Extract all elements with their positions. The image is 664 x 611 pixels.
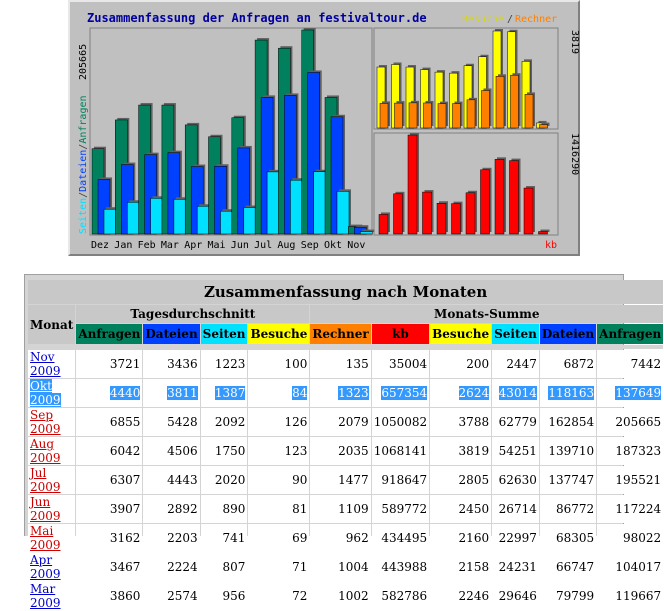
y-label-anfragen: Anfragen xyxy=(78,95,89,144)
value-cell: 3721 xyxy=(76,350,142,378)
value-cell: 2079 xyxy=(310,408,370,436)
month-cell xyxy=(28,408,75,436)
value-cell: 6307 xyxy=(76,466,142,494)
value-cell: 86772 xyxy=(540,495,596,523)
value-cell: 1050082 xyxy=(372,408,429,436)
kb-bar-apr xyxy=(437,203,446,234)
value-cell: 2158 xyxy=(430,553,491,581)
visits-bar-rechner-jun xyxy=(467,100,475,128)
header-summe-seiten: Seiten xyxy=(492,324,539,344)
value-cell: 3436 xyxy=(143,350,199,378)
main-bar-seiten-mar xyxy=(174,199,186,234)
kb-label: kb xyxy=(545,240,558,251)
value-cell: 6872 xyxy=(540,350,596,378)
value-cell: 98022 xyxy=(597,524,663,552)
kb-bar-mai xyxy=(452,204,461,234)
month-label-mar: Mar xyxy=(160,240,179,251)
table-row xyxy=(28,437,663,465)
value-cell: 3860 xyxy=(76,582,142,610)
value-cell: 2203 xyxy=(143,524,199,552)
value-cell: 81 xyxy=(248,495,309,523)
value-cell: 54251 xyxy=(492,437,539,465)
y-left-series-labels xyxy=(78,95,89,234)
visits-bar-rechner-okt xyxy=(525,94,533,128)
month-label-feb: Feb xyxy=(137,240,156,251)
value-cell: 807 xyxy=(201,553,248,581)
visits-bar-rechner-sep xyxy=(511,75,519,128)
month-cell xyxy=(28,350,75,378)
main-bar-seiten-jan xyxy=(127,202,139,234)
kb-bar-nov xyxy=(539,232,548,234)
month-link[interactable]: Aug 2009 xyxy=(30,437,61,465)
kb-bar-aug xyxy=(495,159,504,234)
value-cell: 3811 xyxy=(143,379,199,407)
header-tages-seiten: Seiten xyxy=(201,324,248,344)
value-cell: 6042 xyxy=(76,437,142,465)
value-cell: 29646 xyxy=(492,582,539,610)
month-link[interactable]: Mai 2009 xyxy=(30,524,61,552)
month-link[interactable]: Jul 2009 xyxy=(30,466,61,494)
visits-bar-rechner-mar xyxy=(424,103,432,128)
header-summe-kb: kb xyxy=(372,324,429,344)
main-bar-seiten-okt xyxy=(337,191,349,234)
table-row xyxy=(28,524,663,552)
month-label-mai: Mai xyxy=(207,240,226,251)
visits-bar-rechner-nov xyxy=(540,125,548,128)
legend-besuche: Besuche xyxy=(462,14,505,25)
month-cell xyxy=(28,466,75,494)
usage-chart xyxy=(70,2,578,254)
value-cell: 62630 xyxy=(492,466,539,494)
value-cell: 956 xyxy=(201,582,248,610)
month-label-okt: Okt xyxy=(324,240,343,251)
main-bar-seiten-sep xyxy=(314,172,326,234)
kb-bar-dez xyxy=(379,214,388,234)
value-cell: 1068141 xyxy=(372,437,429,465)
kb-bar-sep xyxy=(510,161,519,234)
value-cell: 582786 xyxy=(372,582,429,610)
value-cell: 962 xyxy=(310,524,370,552)
monthly-summary-panel xyxy=(24,274,662,610)
value-cell: 1387 xyxy=(201,379,248,407)
month-link[interactable]: Mar 2009 xyxy=(30,582,61,610)
value-cell: 4440 xyxy=(76,379,142,407)
kb-bar-okt xyxy=(524,188,533,234)
value-cell: 72 xyxy=(248,582,309,610)
month-labels xyxy=(91,240,365,251)
value-cell: 2020 xyxy=(201,466,248,494)
group-tagesdurchschnitt: Tagesdurchschnitt xyxy=(76,305,309,323)
value-cell: 1109 xyxy=(310,495,370,523)
value-cell: 162854 xyxy=(540,408,596,436)
y-right-bottom-max-label: 1416290 xyxy=(569,133,580,176)
y-right-top-max-label: 3819 xyxy=(569,30,580,55)
value-cell: 3819 xyxy=(430,437,491,465)
value-cell: 2892 xyxy=(143,495,199,523)
value-cell: 119667 xyxy=(597,582,663,610)
value-cell: 135 xyxy=(310,350,370,378)
value-cell: 66747 xyxy=(540,553,596,581)
value-cell: 2160 xyxy=(430,524,491,552)
value-cell: 104017 xyxy=(597,553,663,581)
header-summe-dateien: Dateien xyxy=(540,324,596,344)
value-cell: 90 xyxy=(248,466,309,494)
month-cell xyxy=(28,437,75,465)
value-cell: 84 xyxy=(248,379,309,407)
visits-bar-rechner-jan xyxy=(395,103,403,128)
value-cell: 100 xyxy=(248,350,309,378)
y-label-seiten: Seiten xyxy=(78,197,89,234)
main-bar-seiten-feb xyxy=(151,198,163,234)
kb-bar-feb xyxy=(408,135,417,234)
value-cell: 657354 xyxy=(372,379,429,407)
value-cell: 68305 xyxy=(540,524,596,552)
header-tages-anfragen: Anfragen xyxy=(76,324,142,344)
value-cell: 117224 xyxy=(597,495,663,523)
value-cell: 3467 xyxy=(76,553,142,581)
value-cell: 118163 xyxy=(540,379,596,407)
visits-bar-rechner-dez xyxy=(380,103,388,128)
value-cell: 6855 xyxy=(76,408,142,436)
table-row xyxy=(28,553,663,581)
main-bar-seiten-aug xyxy=(290,180,302,234)
chart-title: Zusammenfassung der Anfragen an festivaltour.de xyxy=(87,11,427,25)
value-cell: 741 xyxy=(201,524,248,552)
month-label-dez: Dez xyxy=(91,240,110,251)
value-cell: 7442 xyxy=(597,350,663,378)
legend-rechner: Rechner xyxy=(515,14,558,25)
value-cell: 22997 xyxy=(492,524,539,552)
value-cell: 2805 xyxy=(430,466,491,494)
value-cell: 4443 xyxy=(143,466,199,494)
value-cell: 1223 xyxy=(201,350,248,378)
header-summe-anfragen: Anfragen xyxy=(597,324,663,344)
month-label-aug: Aug xyxy=(277,240,296,251)
value-cell: 1323 xyxy=(310,379,370,407)
month-link[interactable]: Jun 2009 xyxy=(30,495,61,523)
value-cell: 24231 xyxy=(492,553,539,581)
value-cell: 26714 xyxy=(492,495,539,523)
value-cell: 589772 xyxy=(372,495,429,523)
value-cell: 187323 xyxy=(597,437,663,465)
value-cell: 1477 xyxy=(310,466,370,494)
month-label-apr: Apr xyxy=(184,240,203,251)
kb-bar-jan xyxy=(394,194,403,234)
table-row xyxy=(28,350,663,378)
month-link[interactable]: Sep 2009 xyxy=(30,408,61,436)
value-cell: 71 xyxy=(248,553,309,581)
y-label-dateien: Dateien xyxy=(78,149,89,192)
value-cell: 3162 xyxy=(76,524,142,552)
value-cell: 3788 xyxy=(430,408,491,436)
value-cell: 137649 xyxy=(597,379,663,407)
group-monats-summe: Monats-Summe xyxy=(310,305,663,323)
value-cell: 890 xyxy=(201,495,248,523)
value-cell: 2574 xyxy=(143,582,199,610)
month-cell xyxy=(28,524,75,552)
main-bar-seiten-apr xyxy=(197,206,209,234)
main-bar-seiten-mai xyxy=(221,211,233,234)
header-tages-besuche: Besuche xyxy=(248,324,309,344)
table-row xyxy=(28,466,663,494)
value-cell: 137747 xyxy=(540,466,596,494)
main-bar-seiten-nov xyxy=(360,232,372,234)
main-bar-seiten-jun xyxy=(244,208,256,234)
month-label-jun: Jun xyxy=(230,240,249,251)
table-row xyxy=(28,495,663,523)
value-cell: 918647 xyxy=(372,466,429,494)
header-summe-rechner: Rechner xyxy=(310,324,370,344)
value-cell: 443988 xyxy=(372,553,429,581)
main-bar-seiten-jul xyxy=(267,172,279,234)
month-cell xyxy=(28,495,75,523)
table-title: Zusammenfassung nach Monaten xyxy=(28,280,663,304)
value-cell: 62779 xyxy=(492,408,539,436)
header-tages-dateien: Dateien xyxy=(143,324,199,344)
month-link[interactable]: Nov 2009 xyxy=(30,350,61,378)
kb-bar-jun xyxy=(466,193,475,234)
month-cell xyxy=(28,379,75,407)
usage-chart-panel xyxy=(68,0,580,256)
table-row xyxy=(28,408,663,436)
month-cell xyxy=(28,582,75,610)
value-cell: 2450 xyxy=(430,495,491,523)
y-label-sep-2: / xyxy=(78,143,89,150)
value-cell: 4506 xyxy=(143,437,199,465)
value-cell: 205665 xyxy=(597,408,663,436)
value-cell: 123 xyxy=(248,437,309,465)
legend-separator: / xyxy=(507,14,514,25)
kb-bar-jul xyxy=(481,170,490,234)
visits-bar-rechner-aug xyxy=(496,76,504,128)
kb-bar-mar xyxy=(423,192,432,234)
value-cell: 126 xyxy=(248,408,309,436)
value-cell: 1004 xyxy=(310,553,370,581)
value-cell: 2624 xyxy=(430,379,491,407)
visits-bar-rechner-feb xyxy=(409,103,417,128)
value-cell: 3907 xyxy=(76,495,142,523)
value-cell: 2246 xyxy=(430,582,491,610)
y-left-max-label: 205665 xyxy=(78,43,89,80)
visits-bar-rechner-apr xyxy=(438,104,446,128)
month-link[interactable]: Okt 2009 xyxy=(30,379,61,407)
value-cell: 5428 xyxy=(143,408,199,436)
value-cell: 35004 xyxy=(372,350,429,378)
value-cell: 43014 xyxy=(492,379,539,407)
value-cell: 79799 xyxy=(540,582,596,610)
value-cell: 2447 xyxy=(492,350,539,378)
value-cell: 2224 xyxy=(143,553,199,581)
value-cell: 434495 xyxy=(372,524,429,552)
value-cell: 2092 xyxy=(201,408,248,436)
month-label-jul: Jul xyxy=(254,240,273,251)
value-cell: 69 xyxy=(248,524,309,552)
monthly-summary-table xyxy=(27,279,664,611)
visits-bar-rechner-mai xyxy=(453,104,461,128)
month-cell xyxy=(28,553,75,581)
month-label-jan: Jan xyxy=(114,240,133,251)
value-cell: 1002 xyxy=(310,582,370,610)
table-row xyxy=(28,582,663,610)
value-cell: 200 xyxy=(430,350,491,378)
value-cell: 139710 xyxy=(540,437,596,465)
header-summe-besuche: Besuche xyxy=(430,324,491,344)
month-link[interactable]: Apr 2009 xyxy=(30,553,61,581)
y-label-sep-1: / xyxy=(78,191,89,198)
col-monat-header: Monat xyxy=(28,305,75,344)
visits-bar-rechner-jul xyxy=(482,90,490,128)
month-label-sep: Sep xyxy=(300,240,319,251)
value-cell: 2035 xyxy=(310,437,370,465)
value-cell: 1750 xyxy=(201,437,248,465)
main-bar-seiten-dez xyxy=(104,209,116,234)
table-row xyxy=(28,379,663,407)
value-cell: 195521 xyxy=(597,466,663,494)
month-label-nov: Nov xyxy=(347,240,366,251)
